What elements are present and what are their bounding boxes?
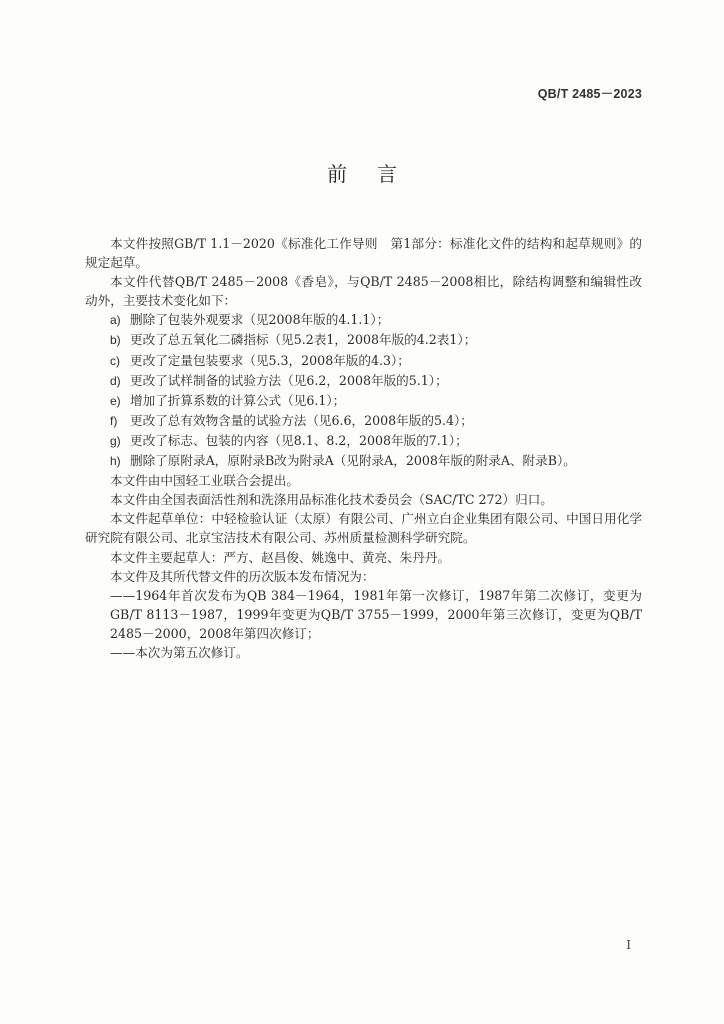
list-item [85,431,642,451]
list-item-label: e) [110,393,121,408]
list-item-text: 更改了总有效物含量的试验方法（见6.6，2008年版的5.4）； [130,412,473,428]
list-item-label: a) [110,313,121,328]
drafting-units-statement: 本文件起草单位：中轻检验认证（太原）有限公司、广州立白企业集团有限公司、中国日用化学研究院有限公司、北京宝洁技术有限公司、苏州质量检测科学研究院。 [85,511,642,546]
drafters-statement: 本文件主要起草人：严方、赵昌俊、姚逸中、黄亮、朱丹丹。 [110,549,451,565]
list-item [85,451,642,471]
title-char-right: 言 [377,162,397,186]
drafting-basis-paragraph: 本文件按照GB/T 1.1－2020《标准化工作导则 第1部分：标准化文件的结构和起草规则》的规定起草。 [85,236,642,271]
replacement-paragraph: 本文件代替QB/T 2485－2008《香皂》，与QB/T 2485－2008相比，除结构调整和编辑性改动外，主要技术变化如下： [85,274,642,309]
list-item-text: 更改了定量包装要求（见5.3，2008年版的4.3）； [130,352,410,368]
list-item [85,310,642,330]
list-item [85,411,642,431]
list-item-text: 删除了原附录A，原附录B改为附录A（见附录A，2008年版的附录A、附录B）。 [130,453,576,469]
list-item-label: h) [110,454,121,469]
page-title [0,158,724,187]
history-item: ——1964年首次发布为QB 384－1964，1981年第一次修订，1987年第二次修订，变更为GB/T 8113－1987，1999年变更为QB/T 3755－1999，2000年第三次修订，变更为QB/T 2485－2000，2008年第四次修订； [110,587,642,641]
list-item-label: f) [110,413,118,428]
title-char-left: 前 [327,162,347,186]
list-item-label: c) [110,353,120,368]
list-item [85,371,642,391]
technical-changes-list [85,310,642,471]
committee-statement: 本文件由全国表面活性剂和洗涤用品标准化技术委员会（SAC/TC 272）归口。 [110,492,553,508]
list-item [85,330,642,350]
list-item [85,391,642,411]
history-item: ——本次为第五次修订。 [110,644,249,660]
history-intro: 本文件及其所代替文件的历次版本发布情况为： [110,568,375,584]
list-item-text: 更改了试样制备的试验方法（见6.2，2008年版的5.1）； [130,372,448,388]
list-item-text: 增加了折算系数的计算公式（见6.1）； [130,392,346,408]
list-item-text: 更改了标志、包装的内容（见8.1、8.2，2008年版的7.1）； [130,432,468,448]
list-item-label: d) [110,373,121,388]
standard-code: QB/T 2485－2023 [537,87,642,101]
list-item-text: 删除了包装外观要求（见2008年版的4.1.1）； [130,312,390,328]
list-item-label: b) [110,333,121,348]
list-item-label: g) [110,433,121,448]
list-item [85,351,642,371]
page-number: I [626,938,631,952]
proposer-statement: 本文件由中国轻工业联合会提出。 [110,473,299,489]
foreword-body [85,234,642,662]
list-item-text: 更改了总五氧化二磷指标（见5.2表1，2008年版的4.2表1）； [130,332,477,348]
